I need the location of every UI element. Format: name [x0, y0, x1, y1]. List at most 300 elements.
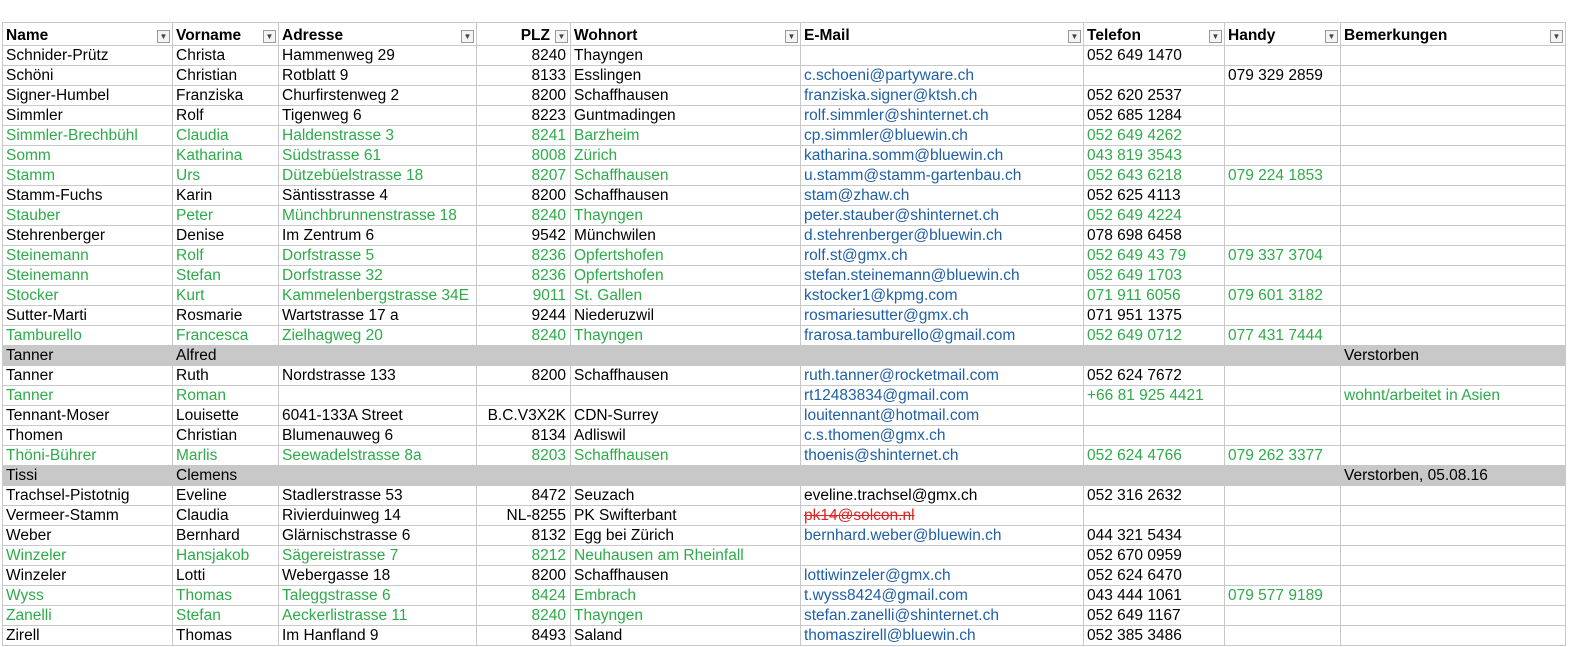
cell-telefon[interactable] [1084, 66, 1225, 86]
cell-plz[interactable]: 8134 [477, 426, 571, 446]
cell-vorname[interactable]: Denise [173, 226, 279, 246]
cell-name[interactable]: Zirell [3, 626, 173, 646]
table-row [3, 106, 1566, 126]
cell-vorname[interactable]: Claudia [173, 126, 279, 146]
cell-bemerkungen[interactable] [1341, 546, 1566, 566]
cell-telefon[interactable]: 071 911 6056 [1084, 286, 1225, 306]
cell-wohnort[interactable]: Thayngen [571, 326, 801, 346]
filter-dropdown-icon[interactable]: ▼ [1068, 30, 1081, 43]
cell-telefon[interactable] [1084, 506, 1225, 526]
cell-vorname[interactable]: Roman [173, 386, 279, 406]
cell-bemerkungen[interactable] [1341, 126, 1566, 146]
cell-wohnort[interactable]: Esslingen [571, 66, 801, 86]
cell-name[interactable]: Stamm-Fuchs [3, 186, 173, 206]
table-row [3, 626, 1566, 646]
cell-name[interactable]: Simmler-Brechbühl [3, 126, 173, 146]
cell-telefon[interactable] [1084, 426, 1225, 446]
cell-adresse[interactable]: Haldenstrasse 3 [279, 126, 477, 146]
cell-telefon[interactable] [1084, 346, 1225, 366]
cell-wohnort[interactable]: Schaffhausen [571, 186, 801, 206]
cell-vorname[interactable]: Peter [173, 206, 279, 226]
cell-email[interactable]: frarosa.tamburello@gmail.com [801, 326, 1084, 346]
cell-bemerkungen[interactable] [1341, 586, 1566, 606]
cell-plz[interactable]: 8200 [477, 366, 571, 386]
cell-adresse[interactable]: Stadlerstrasse 53 [279, 486, 477, 506]
cell-email[interactable]: stam@zhaw.ch [801, 186, 1084, 206]
cell-name[interactable]: Stamm [3, 166, 173, 186]
cell-bemerkungen[interactable] [1341, 366, 1566, 386]
cell-adresse[interactable]: Säntisstrasse 4 [279, 186, 477, 206]
cell-handy[interactable] [1225, 466, 1341, 486]
cell-handy[interactable] [1225, 226, 1341, 246]
cell-plz[interactable]: 8240 [477, 326, 571, 346]
cell-vorname[interactable]: Stefan [173, 606, 279, 626]
cell-adresse[interactable]: Glärnischstrasse 6 [279, 526, 477, 546]
cell-vorname[interactable]: Claudia [173, 506, 279, 526]
cell-adresse[interactable] [279, 346, 477, 366]
sort-filter-icon[interactable]: ▼ [157, 30, 170, 43]
cell-bemerkungen[interactable] [1341, 406, 1566, 426]
cell-adresse[interactable]: Im Hanfland 9 [279, 626, 477, 646]
table-row [3, 586, 1566, 606]
cell-email[interactable]: katharina.somm@bluewin.ch [801, 146, 1084, 166]
cell-plz[interactable]: 8472 [477, 486, 571, 506]
cell-plz[interactable]: 8424 [477, 586, 571, 606]
cell-name[interactable]: Winzeler [3, 546, 173, 566]
cell-handy[interactable]: 079 577 9189 [1225, 586, 1341, 606]
filter-dropdown-icon[interactable]: ▼ [785, 30, 798, 43]
cell-plz[interactable] [477, 346, 571, 366]
table-row [3, 66, 1566, 86]
cell-plz[interactable] [477, 386, 571, 406]
cell-vorname[interactable]: Bernhard [173, 526, 279, 546]
cell-email[interactable]: bernhard.weber@bluewin.ch [801, 526, 1084, 546]
cell-bemerkungen[interactable] [1341, 626, 1566, 646]
cell-telefon[interactable]: 052 385 3486 [1084, 626, 1225, 646]
cell-plz[interactable]: 8133 [477, 66, 571, 86]
cell-handy[interactable]: 079 329 2859 [1225, 66, 1341, 86]
cell-wohnort[interactable]: Schaffhausen [571, 566, 801, 586]
cell-plz[interactable]: 8212 [477, 546, 571, 566]
cell-name[interactable]: Wyss [3, 586, 173, 606]
cell-email[interactable]: kstocker1@kpmg.com [801, 286, 1084, 306]
table-row [3, 506, 1566, 526]
cell-plz[interactable]: 8240 [477, 46, 571, 66]
cell-plz[interactable]: 8200 [477, 86, 571, 106]
filter-dropdown-icon[interactable]: ▼ [1325, 30, 1338, 43]
cell-wohnort[interactable] [571, 386, 801, 406]
cell-name[interactable]: Tanner [3, 386, 173, 406]
cell-name[interactable]: Tennant-Moser [3, 406, 173, 426]
cell-telefon[interactable]: 071 951 1375 [1084, 306, 1225, 326]
cell-email[interactable]: thoenis@shinternet.ch [801, 446, 1084, 466]
cell-wohnort[interactable]: Schaffhausen [571, 166, 801, 186]
cell-vorname[interactable]: Eveline [173, 486, 279, 506]
cell-vorname[interactable]: Stefan [173, 266, 279, 286]
cell-adresse[interactable]: Nordstrasse 133 [279, 366, 477, 386]
cell-plz[interactable]: 8207 [477, 166, 571, 186]
cell-wohnort[interactable]: Guntmadingen [571, 106, 801, 126]
cell-adresse[interactable]: Südstrasse 61 [279, 146, 477, 166]
cell-handy[interactable] [1225, 406, 1341, 426]
cell-email[interactable]: rolf.simmler@shinternet.ch [801, 106, 1084, 126]
cell-wohnort[interactable]: Schaffhausen [571, 86, 801, 106]
cell-wohnort[interactable]: Niederuzwil [571, 306, 801, 326]
cell-adresse[interactable]: Churfirstenweg 2 [279, 86, 477, 106]
cell-vorname[interactable]: Christa [173, 46, 279, 66]
cell-vorname[interactable]: Franziska [173, 86, 279, 106]
cell-email[interactable]: c.schoeni@partyware.ch [801, 66, 1084, 86]
cell-plz[interactable]: 9244 [477, 306, 571, 326]
cell-adresse[interactable]: Zielhagweg 20 [279, 326, 477, 346]
cell-adresse[interactable]: Blumenauweg 6 [279, 426, 477, 446]
cell-adresse[interactable]: Dorfstrasse 5 [279, 246, 477, 266]
header-label: Handy [1228, 27, 1276, 44]
cell-bemerkungen[interactable] [1341, 226, 1566, 246]
cell-email[interactable] [801, 46, 1084, 66]
cell-handy[interactable] [1225, 266, 1341, 286]
cell-handy[interactable] [1225, 546, 1341, 566]
cell-telefon[interactable]: 052 649 1167 [1084, 606, 1225, 626]
cell-adresse[interactable] [279, 466, 477, 486]
cell-plz[interactable]: B.C.V3X2K [477, 406, 571, 426]
cell-handy[interactable] [1225, 506, 1341, 526]
cell-handy[interactable] [1225, 386, 1341, 406]
cell-handy[interactable] [1225, 566, 1341, 586]
cell-adresse[interactable]: Rivierduinweg 14 [279, 506, 477, 526]
cell-vorname[interactable]: Rolf [173, 246, 279, 266]
cell-plz[interactable]: 8240 [477, 606, 571, 626]
cell-vorname[interactable]: Rolf [173, 106, 279, 126]
cell-bemerkungen[interactable] [1341, 246, 1566, 266]
cell-adresse[interactable]: Hammenweg 29 [279, 46, 477, 66]
cell-name[interactable]: Thomen [3, 426, 173, 446]
cell-telefon[interactable]: 052 649 4262 [1084, 126, 1225, 146]
cell-wohnort[interactable]: Zürich [571, 146, 801, 166]
filter-dropdown-icon[interactable]: ▼ [1550, 30, 1563, 43]
cell-wohnort[interactable]: St. Gallen [571, 286, 801, 306]
cell-wohnort[interactable]: Thayngen [571, 206, 801, 226]
cell-bemerkungen[interactable] [1341, 186, 1566, 206]
cell-email[interactable]: cp.simmler@bluewin.ch [801, 126, 1084, 146]
cell-name[interactable]: Tanner [3, 366, 173, 386]
cell-bemerkungen[interactable] [1341, 66, 1566, 86]
cell-telefon[interactable]: 078 698 6458 [1084, 226, 1225, 246]
cell-plz[interactable]: 8223 [477, 106, 571, 126]
cell-telefon[interactable]: 043 444 1061 [1084, 586, 1225, 606]
cell-adresse[interactable]: Seewadelstrasse 8a [279, 446, 477, 466]
cell-telefon[interactable]: 043 819 3543 [1084, 146, 1225, 166]
cell-name[interactable]: Sutter-Marti [3, 306, 173, 326]
cell-telefon[interactable]: 052 624 6470 [1084, 566, 1225, 586]
cell-handy[interactable]: 079 224 1853 [1225, 166, 1341, 186]
cell-adresse[interactable]: Webergasse 18 [279, 566, 477, 586]
cell-vorname[interactable]: Thomas [173, 626, 279, 646]
cell-name[interactable]: Trachsel-Pistotnig [3, 486, 173, 506]
cell-handy[interactable] [1225, 86, 1341, 106]
cell-wohnort[interactable]: Saland [571, 626, 801, 646]
cell-wohnort[interactable]: Adliswil [571, 426, 801, 446]
cell-bemerkungen[interactable] [1341, 566, 1566, 586]
cell-telefon[interactable]: 052 649 1470 [1084, 46, 1225, 66]
cell-email[interactable]: ruth.tanner@rocketmail.com [801, 366, 1084, 386]
cell-wohnort[interactable]: Schaffhausen [571, 366, 801, 386]
cell-adresse[interactable]: Dorfstrasse 32 [279, 266, 477, 286]
cell-name[interactable]: Stehrenberger [3, 226, 173, 246]
cell-email[interactable] [801, 546, 1084, 566]
cell-bemerkungen[interactable] [1341, 46, 1566, 66]
cell-vorname[interactable]: Christian [173, 66, 279, 86]
cell-telefon[interactable]: 052 624 7672 [1084, 366, 1225, 386]
cell-handy[interactable] [1225, 186, 1341, 206]
cell-name[interactable]: Simmler [3, 106, 173, 126]
cell-bemerkungen[interactable] [1341, 106, 1566, 126]
cell-telefon[interactable] [1084, 406, 1225, 426]
cell-adresse[interactable]: Im Zentrum 6 [279, 226, 477, 246]
cell-adresse[interactable]: Tigenweg 6 [279, 106, 477, 126]
cell-name[interactable]: Somm [3, 146, 173, 166]
cell-handy[interactable] [1225, 526, 1341, 546]
cell-wohnort[interactable]: Thayngen [571, 606, 801, 626]
cell-telefon[interactable]: 052 649 4224 [1084, 206, 1225, 226]
cell-email[interactable]: c.s.thomen@gmx.ch [801, 426, 1084, 446]
cell-email[interactable]: d.stehrenberger@bluewin.ch [801, 226, 1084, 246]
cell-name[interactable]: Stocker [3, 286, 173, 306]
cell-adresse[interactable]: Taleggstrasse 6 [279, 586, 477, 606]
header-label: Bemerkungen [1344, 27, 1448, 44]
table-row [3, 306, 1566, 326]
cell-telefon[interactable]: 052 624 4766 [1084, 446, 1225, 466]
table-row [3, 526, 1566, 546]
cell-handy[interactable] [1225, 426, 1341, 446]
cell-vorname[interactable]: Hansjakob [173, 546, 279, 566]
header-bemerkungen [1341, 23, 1566, 46]
cell-bemerkungen[interactable] [1341, 206, 1566, 226]
cell-name[interactable]: Signer-Humbel [3, 86, 173, 106]
cell-bemerkungen[interactable] [1341, 86, 1566, 106]
cell-wohnort[interactable]: Neuhausen am Rheinfall [571, 546, 801, 566]
cell-handy[interactable] [1225, 106, 1341, 126]
table-row [3, 486, 1566, 506]
cell-vorname[interactable]: Francesca [173, 326, 279, 346]
cell-adresse[interactable]: Dützebüelstrasse 18 [279, 166, 477, 186]
cell-handy[interactable] [1225, 206, 1341, 226]
header-row [3, 23, 1566, 46]
cell-adresse[interactable]: Rotblatt 9 [279, 66, 477, 86]
cell-vorname[interactable]: Louisette [173, 406, 279, 426]
cell-vorname[interactable]: Kurt [173, 286, 279, 306]
cell-telefon[interactable]: 052 649 0712 [1084, 326, 1225, 346]
table-row [3, 466, 1566, 486]
cell-telefon[interactable]: 052 625 4113 [1084, 186, 1225, 206]
cell-bemerkungen[interactable] [1341, 306, 1566, 326]
cell-plz[interactable]: 9542 [477, 226, 571, 246]
cell-name[interactable]: Zanelli [3, 606, 173, 626]
cell-plz[interactable]: 8132 [477, 526, 571, 546]
cell-adresse[interactable]: Aeckerlistrasse 11 [279, 606, 477, 626]
cell-adresse[interactable]: Kammelenbergstrasse 34E [279, 286, 477, 306]
cell-plz[interactable] [477, 466, 571, 486]
table-row [3, 346, 1566, 366]
cell-wohnort[interactable]: Egg bei Zürich [571, 526, 801, 546]
cell-handy[interactable]: 079 262 3377 [1225, 446, 1341, 466]
cell-plz[interactable]: 8236 [477, 266, 571, 286]
cell-name[interactable]: Schnider-Prütz [3, 46, 173, 66]
cell-bemerkungen[interactable] [1341, 326, 1566, 346]
cell-telefon[interactable]: 052 649 43 79 [1084, 246, 1225, 266]
cell-wohnort[interactable]: PK Swifterbant [571, 506, 801, 526]
cell-bemerkungen[interactable] [1341, 606, 1566, 626]
cell-handy[interactable] [1225, 126, 1341, 146]
filter-dropdown-icon[interactable]: ▼ [461, 30, 474, 43]
cell-plz[interactable]: 8203 [477, 446, 571, 466]
cell-vorname[interactable]: Ruth [173, 366, 279, 386]
cell-adresse[interactable]: Wartstrasse 17 a [279, 306, 477, 326]
cell-telefon[interactable]: 052 649 1703 [1084, 266, 1225, 286]
cell-email[interactable]: pk14@solcon.nl [801, 506, 1084, 526]
cell-bemerkungen[interactable] [1341, 286, 1566, 306]
cell-wohnort[interactable]: Seuzach [571, 486, 801, 506]
cell-handy[interactable] [1225, 486, 1341, 506]
cell-handy[interactable]: 077 431 7444 [1225, 326, 1341, 346]
cell-vorname[interactable]: Urs [173, 166, 279, 186]
cell-email[interactable]: stefan.zanelli@shinternet.ch [801, 606, 1084, 626]
cell-vorname[interactable]: Marlis [173, 446, 279, 466]
table-row [3, 226, 1566, 246]
table-row [3, 206, 1566, 226]
cell-handy[interactable] [1225, 146, 1341, 166]
cell-handy[interactable] [1225, 306, 1341, 326]
cell-name[interactable]: Schöni [3, 66, 173, 86]
cell-wohnort[interactable]: Münchwilen [571, 226, 801, 246]
cell-telefon[interactable]: 052 670 0959 [1084, 546, 1225, 566]
cell-telefon[interactable]: 052 685 1284 [1084, 106, 1225, 126]
cell-adresse[interactable]: Sägereistrasse 7 [279, 546, 477, 566]
cell-telefon[interactable]: 044 321 5434 [1084, 526, 1225, 546]
cell-email[interactable]: lottiwinzeler@gmx.ch [801, 566, 1084, 586]
cell-telefon[interactable]: 052 643 6218 [1084, 166, 1225, 186]
table-row [3, 546, 1566, 566]
cell-wohnort[interactable]: Thayngen [571, 46, 801, 66]
table-row [3, 246, 1566, 266]
cell-vorname[interactable]: Thomas [173, 586, 279, 606]
cell-email[interactable]: eveline.trachsel@gmx.ch [801, 486, 1084, 506]
cell-email[interactable]: rolf.st@gmx.ch [801, 246, 1084, 266]
cell-name[interactable]: Vermeer-Stamm [3, 506, 173, 526]
cell-vorname[interactable]: Karin [173, 186, 279, 206]
cell-bemerkungen[interactable]: Verstorben, 05.08.16 [1341, 466, 1566, 486]
cell-plz[interactable]: 8493 [477, 626, 571, 646]
cell-vorname[interactable]: Clemens [173, 466, 279, 486]
cell-bemerkungen[interactable] [1341, 506, 1566, 526]
cell-email[interactable]: peter.stauber@shinternet.ch [801, 206, 1084, 226]
cell-wohnort[interactable]: CDN-Surrey [571, 406, 801, 426]
cell-telefon[interactable]: 052 316 2632 [1084, 486, 1225, 506]
cell-adresse[interactable]: Münchbrunnenstrasse 18 [279, 206, 477, 226]
table-row [3, 266, 1566, 286]
cell-bemerkungen[interactable] [1341, 146, 1566, 166]
cell-wohnort[interactable]: Opfertshofen [571, 246, 801, 266]
cell-name[interactable]: Steinemann [3, 266, 173, 286]
cell-handy[interactable] [1225, 626, 1341, 646]
cell-vorname[interactable]: Lotti [173, 566, 279, 586]
cell-vorname[interactable]: Rosmarie [173, 306, 279, 326]
cell-plz[interactable]: 8240 [477, 206, 571, 226]
cell-wohnort[interactable]: Barzheim [571, 126, 801, 146]
cell-handy[interactable] [1225, 606, 1341, 626]
cell-wohnort[interactable]: Opfertshofen [571, 266, 801, 286]
cell-bemerkungen[interactable] [1341, 426, 1566, 446]
cell-name[interactable]: Steinemann [3, 246, 173, 266]
cell-name[interactable]: Tamburello [3, 326, 173, 346]
cell-handy[interactable] [1225, 346, 1341, 366]
cell-email[interactable]: u.stamm@stamm-gartenbau.ch [801, 166, 1084, 186]
cell-bemerkungen[interactable] [1341, 166, 1566, 186]
cell-plz[interactable]: 8236 [477, 246, 571, 266]
sheet-top-edge [0, 0, 1571, 22]
cell-plz[interactable]: 8008 [477, 146, 571, 166]
cell-email[interactable]: franziska.signer@ktsh.ch [801, 86, 1084, 106]
cell-handy[interactable] [1225, 46, 1341, 66]
cell-email[interactable]: rt12483834@gmail.com [801, 386, 1084, 406]
cell-email[interactable] [801, 346, 1084, 366]
cell-email[interactable]: t.wyss8424@gmail.com [801, 586, 1084, 606]
cell-name[interactable]: Winzeler [3, 566, 173, 586]
cell-vorname[interactable]: Christian [173, 426, 279, 446]
table-row [3, 426, 1566, 446]
cell-telefon[interactable]: 052 620 2537 [1084, 86, 1225, 106]
cell-handy[interactable]: 079 337 3704 [1225, 246, 1341, 266]
cell-adresse[interactable]: 6041-133A Street [279, 406, 477, 426]
cell-plz[interactable]: NL-8255 [477, 506, 571, 526]
filter-dropdown-icon[interactable]: ▼ [263, 30, 276, 43]
cell-telefon[interactable] [1084, 466, 1225, 486]
cell-email[interactable]: thomaszirell@bluewin.ch [801, 626, 1084, 646]
cell-email[interactable]: rosmariesutter@gmx.ch [801, 306, 1084, 326]
cell-telefon[interactable]: +66 81 925 4421 [1084, 386, 1225, 406]
cell-name[interactable]: Tanner [3, 346, 173, 366]
cell-adresse[interactable] [279, 386, 477, 406]
cell-vorname[interactable]: Katharina [173, 146, 279, 166]
cell-plz[interactable]: 8200 [477, 186, 571, 206]
cell-bemerkungen[interactable] [1341, 486, 1566, 506]
cell-bemerkungen[interactable] [1341, 266, 1566, 286]
cell-plz[interactable]: 8200 [477, 566, 571, 586]
cell-plz[interactable]: 9011 [477, 286, 571, 306]
cell-bemerkungen[interactable] [1341, 526, 1566, 546]
cell-email[interactable] [801, 466, 1084, 486]
cell-bemerkungen[interactable]: Verstorben [1341, 346, 1566, 366]
cell-handy[interactable]: 079 601 3182 [1225, 286, 1341, 306]
cell-plz[interactable]: 8241 [477, 126, 571, 146]
cell-name[interactable]: Thöni-Bührer [3, 446, 173, 466]
filter-dropdown-icon[interactable]: ▼ [1209, 30, 1222, 43]
cell-email[interactable]: stefan.steinemann@bluewin.ch [801, 266, 1084, 286]
cell-bemerkungen[interactable]: wohnt/arbeitet in Asien [1341, 386, 1566, 406]
cell-wohnort[interactable] [571, 346, 801, 366]
cell-name[interactable]: Weber [3, 526, 173, 546]
cell-wohnort[interactable] [571, 466, 801, 486]
cell-name[interactable]: Tissi [3, 466, 173, 486]
cell-wohnort[interactable]: Embrach [571, 586, 801, 606]
cell-name[interactable]: Stauber [3, 206, 173, 226]
cell-bemerkungen[interactable] [1341, 446, 1566, 466]
cell-email[interactable]: louitennant@hotmail.com [801, 406, 1084, 426]
cell-wohnort[interactable]: Schaffhausen [571, 446, 801, 466]
cell-vorname[interactable]: Alfred [173, 346, 279, 366]
filter-dropdown-icon[interactable]: ▼ [555, 30, 568, 43]
cell-handy[interactable] [1225, 366, 1341, 386]
